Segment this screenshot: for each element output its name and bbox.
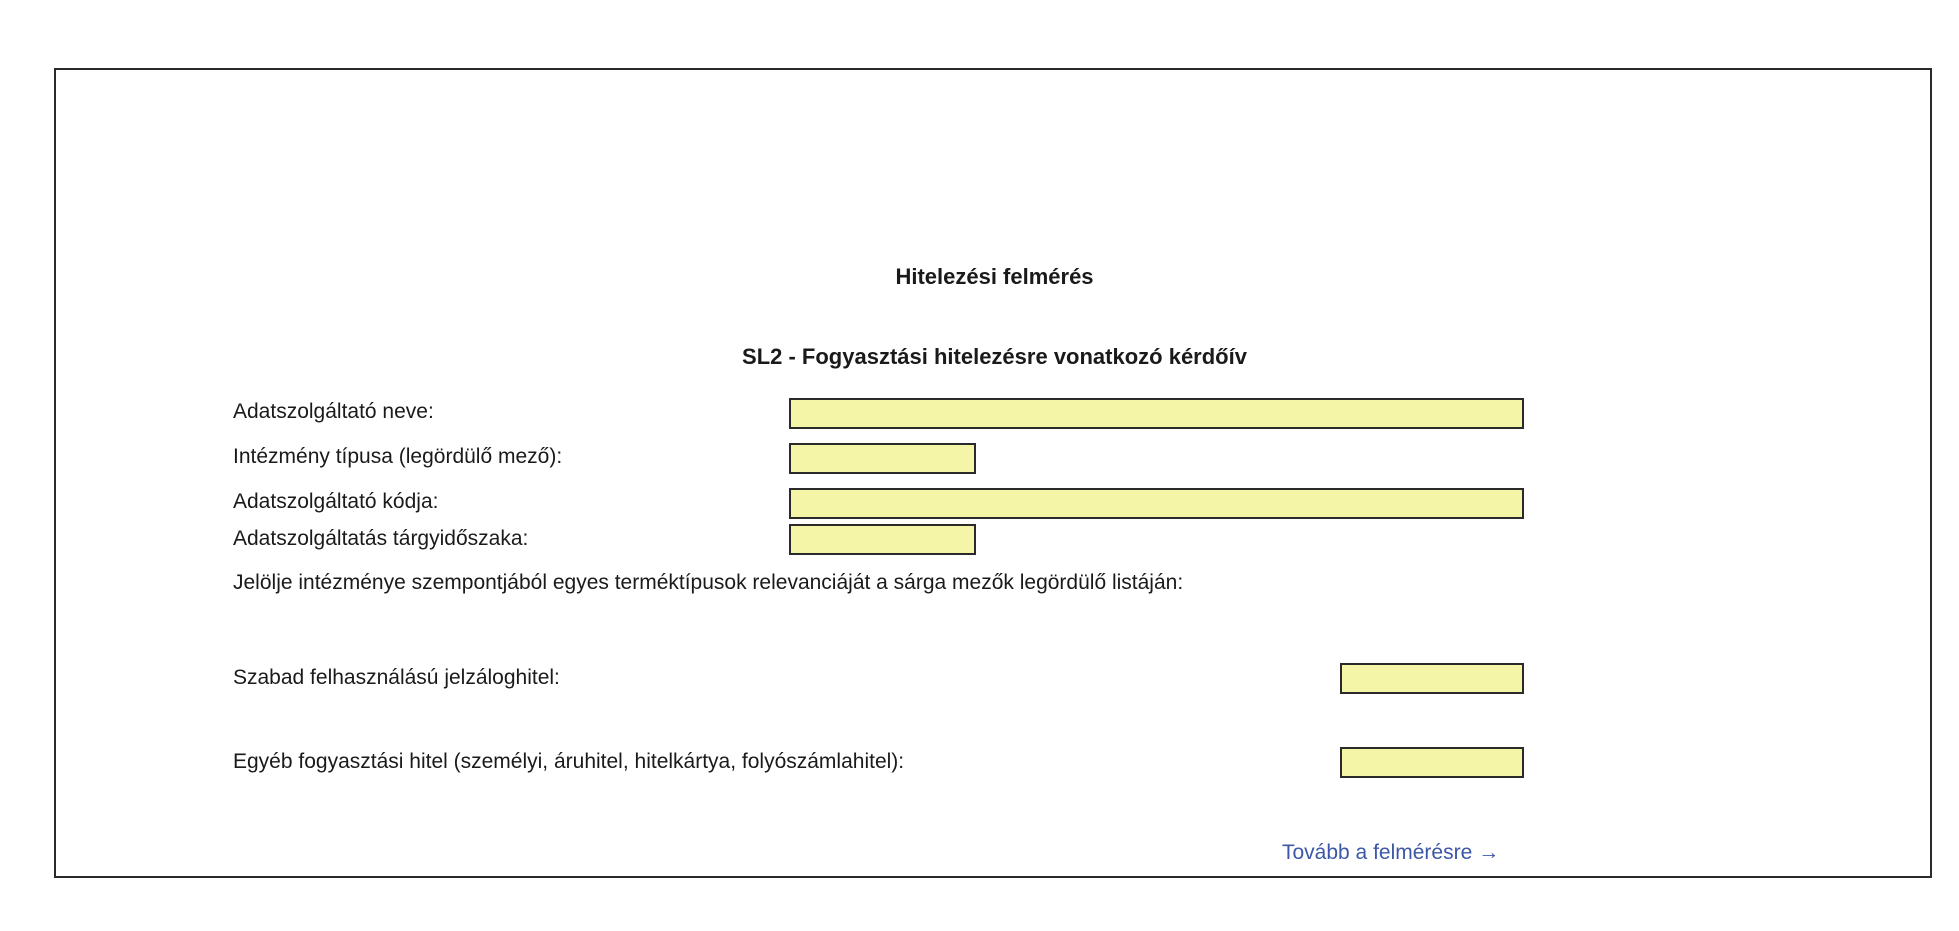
reporting-period-label: Adatszolgáltatás tárgyidőszaka:	[233, 527, 529, 550]
institution-type-dropdown[interactable]	[789, 443, 976, 474]
institution-type-label: Intézmény típusa (legördülő mező):	[233, 445, 563, 468]
provider-code-field[interactable]	[789, 488, 1524, 519]
form-subtitle: SL2 - Fogyasztási hitelezésre vonatkozó kérdőív	[742, 344, 1247, 369]
other-consumer-loan-dropdown[interactable]	[1340, 747, 1524, 778]
provider-name-label: Adatszolgáltató neve:	[233, 400, 434, 423]
survey-title: Hitelezési felmérés	[895, 264, 1094, 289]
instruction-text: Jelölje intézménye szempontjából egyes terméktípusok relevanciáját a sárga mezők legördülő listáján:	[233, 571, 1184, 594]
mortgage-loan-dropdown[interactable]	[1340, 663, 1524, 694]
continue-to-survey-link[interactable]	[1282, 841, 1499, 865]
provider-name-field[interactable]	[789, 398, 1524, 429]
reporting-period-field[interactable]	[789, 524, 976, 555]
continue-label: Tovább a felmérésre	[1282, 841, 1473, 864]
provider-code-label: Adatszolgáltató kódja:	[233, 490, 439, 513]
other-consumer-loan-label: Egyéb fogyasztási hitel (személyi, áruhitel, hitelkártya, folyószámlahitel):	[233, 750, 905, 773]
mortgage-loan-label: Szabad felhasználású jelzáloghitel:	[233, 666, 560, 689]
arrow-right-icon: →	[1478, 841, 1500, 864]
